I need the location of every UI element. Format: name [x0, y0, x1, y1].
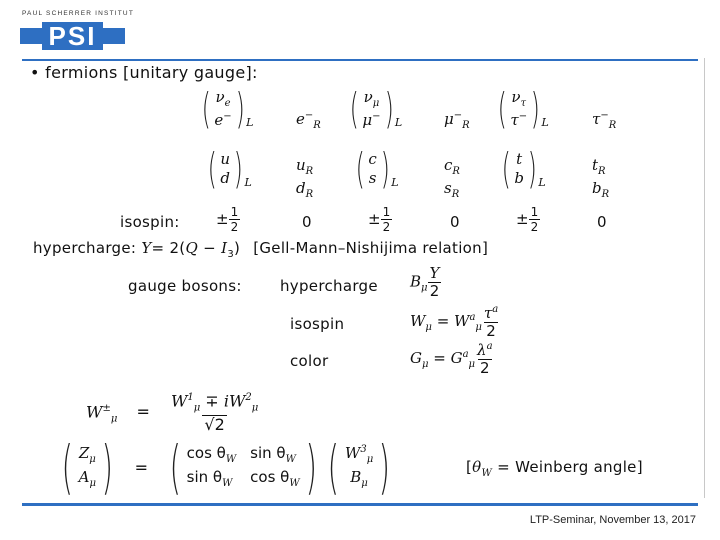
gauge-bosons-label: gauge bosons: [128, 277, 242, 295]
lepton-e-doublet: ( $\nu_e$ e− ) L [201, 84, 254, 133]
hypercharge-line: hypercharge: $Y= 2(Q - I_3)$ [Gell-Mann–Nishijima relation] [33, 239, 489, 260]
gauge-row-isospin-name: isospin [290, 315, 345, 333]
gell-mann-note: [Gell-Mann–Nishijima relation] [253, 239, 489, 257]
footer-text: LTP-Seminar, November 13, 2017 [529, 514, 696, 526]
quark-doublet-2: ( c s ) L [355, 144, 399, 193]
weinberg-angle-note: [$\theta_W$ = Weinberg angle] [466, 458, 643, 479]
quark-doublet-1: ( u d ) L [207, 144, 252, 193]
isospin-label: isospin: [120, 213, 180, 231]
isospin-value-4: 0 [450, 213, 460, 231]
bottom-rule [22, 503, 698, 506]
hypercharge-label: hypercharge: [33, 239, 137, 257]
heading-text: fermions [unitary gauge]: [45, 63, 258, 82]
lepton-mu-right: $\mu^-_R$ [444, 110, 470, 131]
isospin-value-3: ± $\frac{1}{2}$ [368, 205, 391, 234]
isospin-value-2: 0 [302, 213, 312, 231]
w-pm-equation: $W^\pm_\mu$ = $\frac{W^1_\mu \mp iW^2_\mu}{√2}$ [86, 391, 259, 434]
lepton-tau-right: $\tau^-_R$ [592, 110, 617, 131]
lepton-e-right: $e^-_R$ [296, 110, 321, 131]
isospin-value-5: ± $\frac{1}{2}$ [516, 205, 539, 234]
gauge-row-hypercharge-name: hypercharge [280, 277, 378, 295]
gauge-row-color-name: color [290, 352, 329, 370]
quark-doublet-3: ( t b ) L [501, 144, 546, 193]
fermions-heading [30, 63, 258, 82]
isospin-value-6: 0 [597, 213, 607, 231]
psi-logo [20, 22, 125, 50]
quark-right-1: $u_R$ $d_R$ [296, 156, 314, 200]
bullet: • [30, 63, 40, 82]
gauge-row-color-formula: $G_\mu = G^a_\mu$ $\frac{\lambda^a}{2}$ [410, 341, 493, 377]
top-rule [22, 59, 698, 61]
right-rule [704, 58, 705, 498]
quark-right-2: $c_R$ $s_R$ [444, 156, 460, 200]
quark-right-3: $t_R$ $b_R$ [592, 156, 610, 200]
lepton-tau-doublet: ( $\nu_\tau$ τ− ) L [497, 84, 549, 133]
lepton-mu-doublet: ( $\nu_\mu$ μ− ) L [349, 84, 403, 133]
logo-caption: PAUL SCHERRER INSTITUT [22, 10, 134, 17]
gauge-row-hypercharge-formula: $B_\mu$ $\frac{Y}{2}$ [410, 264, 440, 300]
weinberg-mixing-equation: ( $Z_\mu$ $A_\mu$ ) = ( $\cos \theta_W$ $\sin \theta_W$ $\sin \theta_W$ $\cos \theta_W$ ) ( $W^3_\mu$ $B_\mu$ ) [61, 433, 391, 501]
gauge-row-isospin-formula: $W_\mu = W^a_\mu$ $\frac{\tau^a}{2}$ [410, 304, 499, 340]
isospin-value-1: ± $\frac{1}{2}$ [216, 205, 239, 234]
logo-wordmark: PSI [48, 22, 97, 50]
